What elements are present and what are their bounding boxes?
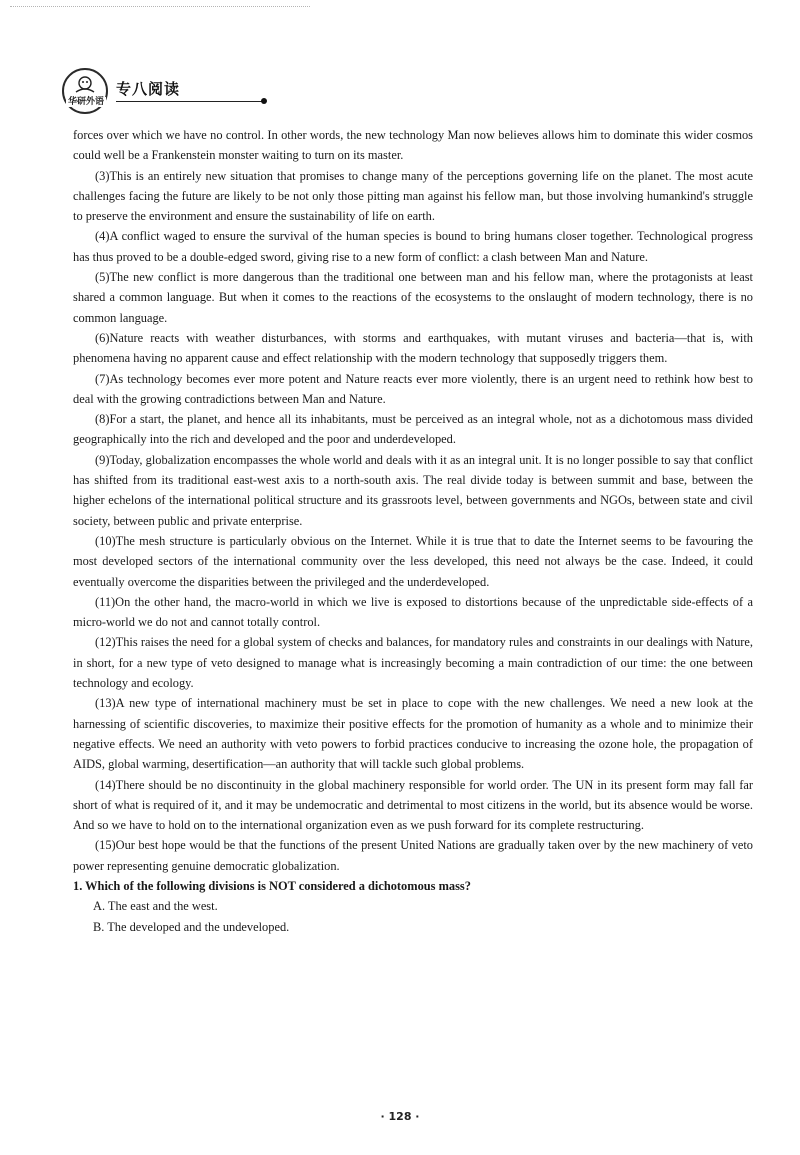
header-dot — [261, 98, 267, 104]
section-title: 专八阅读 — [116, 80, 181, 98]
paragraph-8: (8)For a start, the planet, and hence all its inhabitants, must be perceived as an integral whole, not as a dichotomous mass divided geographically into the rich and developed and the poor and underdeveloped. — [73, 412, 753, 447]
paragraph-15: (15)Our best hope would be that the functions of the present United Nations are gradually taken over by the new machinery of veto power representing genuine democratic globalization. — [73, 838, 753, 873]
paragraph-9: (9)Today, globalization encompasses the whole world and deals with it as an integral unit. It is no longer possible to say that conflict has shifted from its traditional east-west axis to a north-south axis. The real divide today is between summit and base, between the higher echelons of the international political structure and its grassroots level, between governments and NGOs, between state and civil society, between public and private enterprise. — [73, 452, 753, 528]
paragraph-10: (10)The mesh structure is particularly obvious on the Internet. While it is true that to date the Internet seems to be favouring the most developed sectors of the international community over the less developed, this need not always be the case. Indeed, it could eventually overcome the disparities between the privileged and the underdeveloped. — [73, 533, 753, 589]
header-rule — [116, 101, 263, 102]
paragraph-12: (12)This raises the need for a global system of checks and balances, for mandatory rules and constraints in our dealings with Nature, in short, for a new type of veto designed to manage what is increasingly becoming a main contradiction of our time: the one between technology and ecology. — [73, 635, 753, 691]
page-number: · 128 · — [380, 1110, 420, 1123]
article-body — [73, 125, 753, 937]
top-dotted-rule — [10, 6, 310, 7]
paragraph-6: (6)Nature reacts with weather disturbances, with storms and earthquakes, with mutant viruses and bacteria—that is, with phenomena having no apparent cause and effect relationship with the modern technology that supposedly triggers them. — [73, 330, 753, 366]
paragraph-continuation: forces over which we have no control. In other words, the new technology Man now believes allows him to dominate this wider cosmos could well be a Frankenstein monster waiting to turn on its master. — [73, 128, 753, 163]
paragraph-5: (5)The new conflict is more dangerous than the traditional one between man and his fellow man, where the protagonists at least shared a common language. But when it comes to the reactions of the ecosystems to the onslaught of modern technology, there is no common language. — [73, 270, 753, 325]
option-a: A. The east and the west. — [93, 899, 218, 914]
logo-text: 华研外语 — [67, 97, 104, 107]
paragraph-11: (11)On the other hand, the macro-world in which we live is exposed to distortions because of the unpredictable side-effects of a micro-world we do not and cannot totally control. — [73, 594, 753, 630]
question-1: 1. Which of the following divisions is NOT considered a dichotomous mass? — [73, 878, 471, 893]
option-b: B. The developed and the undeveloped. — [93, 919, 290, 934]
publisher-logo — [62, 68, 108, 114]
paragraph-3: (3)This is an entirely new situation that promises to change many of the perceptions governing life on the planet. The most acute challenges facing the future are likely to be not only those pitting man against his fellow man, but those involving humankind's struggle to preserve the environment and ensure the sustainability of life on earth. — [73, 168, 753, 224]
paragraph-7: (7)As technology becomes ever more potent and Nature reacts ever more violently, there is an urgent need to rethink how best to deal with the growing contradictions between Man and Nature. — [73, 371, 753, 406]
paragraph-13: (13)A new type of international machinery must be set in place to cope with the new challenges. We need a new look at the harnessing of scientific discoveries, to maximize their positive effects for the promotion of humanity as a whole and to minimize their negative effects. We need an authority with veto powers to forbid practices conducive to increasing the ozone hole, the propagation of AIDS, global warming, desertification—an authority that will tackle such global problems. — [73, 696, 753, 772]
paragraph-14: (14)There should be no discontinuity in the global machinery responsible for world order. The UN in its present form may fall far short of what is required of it, and it may be undemocratic and detrimental to most citizens in the world, but its absence would be worse. And so we have to hold on to the international organization even as we push forward for its complete restructuring. — [73, 777, 753, 833]
page-header — [62, 68, 382, 116]
paragraph-4: (4)A conflict waged to ensure the survival of the human species is bound to bring humans closer together. Technological progress has thus proved to be a double-edged sword, giving rise to a new form of conflict: a clash between Man and Nature. — [73, 229, 753, 264]
